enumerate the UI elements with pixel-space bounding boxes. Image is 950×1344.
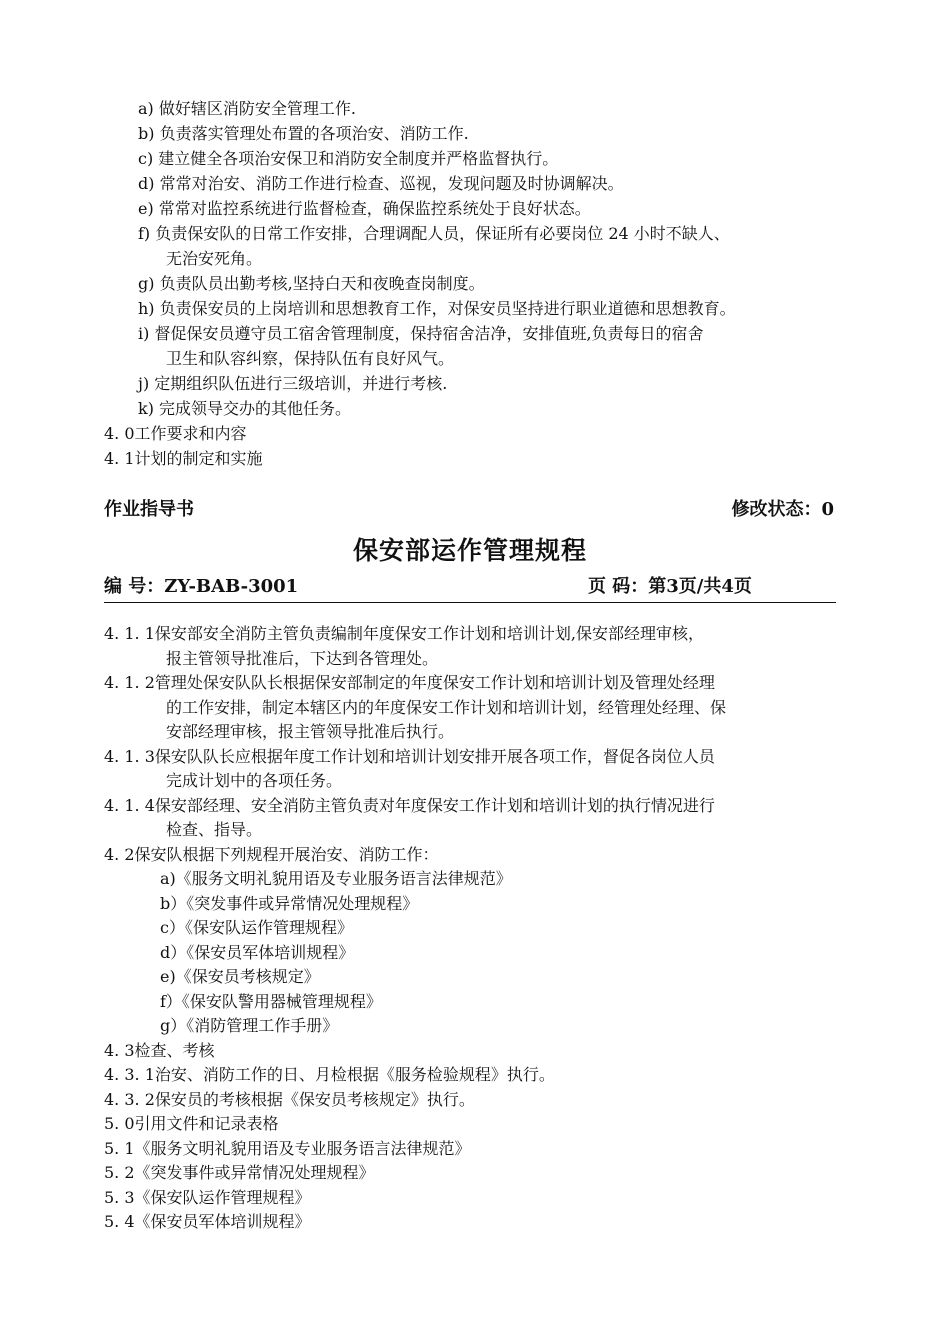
list-item: e) 常常对监控系统进行监督检查，确保监控系统处于良好状态。 (138, 199, 591, 218)
reference-item: 5. 2《突发事件或异常情况处理规程》 (104, 1163, 375, 1182)
reference-item: 5. 3《保安队运作管理规程》 (104, 1187, 311, 1207)
page-header (104, 496, 836, 603)
list-item: h) 负责保安员的上岗培训和思想教育工作，对保安员坚持进行职业道德和思想教育。 (138, 299, 736, 318)
page-number: 页 码：第3页/共4页 (588, 576, 752, 597)
clause-continuation: 检查、指导。 (166, 820, 263, 839)
list-item: d) 常常对治安、消防工作进行检查、巡视，发现问题及时协调解决。 (138, 174, 624, 193)
clause: 4. 1. 4保安部经理、安全消防主管负责对年度保安工作计划和培训计划的执行情况进行 (104, 795, 715, 815)
clause-continuation: 安部经理审核，报主管领导批准后执行。 (166, 722, 455, 741)
regulation-item: f）《保安队警用器械管理规程》 (160, 991, 382, 1011)
clause: 4. 3检查、考核 (104, 1040, 215, 1060)
clause: 4. 3. 2保安员的考核根据《保安员考核规定》执行。 (104, 1089, 475, 1109)
list-item: c) 建立健全各项治安保卫和消防安全制度并严格监督执行。 (138, 149, 559, 168)
list-item: f) 负责保安队的日常工作安排，合理调配人员，保证所有必要岗位 24 小时不缺人、 (138, 224, 730, 243)
clause: 4. 1. 3保安队队长应根据年度工作计划和培训计划安排开展各项工作，督促各岗位人员 (104, 746, 715, 766)
clause-continuation: 的工作安排，制定本辖区内的年度保安工作计划和培训计划，经管理处经理、保 (166, 697, 727, 717)
clause: 4. 2保安队根据下列规程开展治安、消防工作： (104, 844, 439, 864)
clause: 4. 3. 1治安、消防工作的日、月检根据《服务检验规程》执行。 (104, 1065, 555, 1084)
regulation-item: d）《保安员军体培训规程》 (160, 942, 355, 962)
regulation-item: a)《服务文明礼貌用语及专业服务语言法律规范》 (160, 869, 512, 888)
doc-type-label: 作业指导书 (104, 499, 194, 520)
clause-continuation: 完成计划中的各项任务。 (166, 771, 343, 790)
regulation-item: e)《保安员考核规定》 (160, 967, 320, 986)
doc-meta-row (104, 572, 836, 603)
doc-number: 编 号：ZY-BAB-3001 (104, 576, 299, 597)
section-heading: 4. 0工作要求和内容 (104, 424, 247, 443)
list-item: j) 定期组织队伍进行三级培训，并进行考核. (138, 374, 448, 393)
section-heading: 4. 1计划的制定和实施 (104, 449, 263, 468)
regulation-item: g）《消防管理工作手册》 (160, 1016, 339, 1035)
list-item-continuation: 无治安死角。 (166, 249, 263, 268)
list-item: k) 完成领导交办的其他任务。 (138, 399, 352, 418)
regulation-item: b）《突发事件或异常情况处理规程》 (160, 893, 419, 913)
regulation-item: c）《保安队运作管理规程》 (160, 918, 353, 937)
list-item: i) 督促保安员遵守员工宿舍管理制度，保持宿舍洁净，安排值班,负责每日的宿舍 (138, 324, 704, 343)
clause: 5. 0引用文件和记录表格 (104, 1114, 279, 1133)
procedure-body (0, 622, 950, 1235)
clause: 4. 1. 1保安部安全消防主管负责编制年度保安工作计划和培训计划,保安部经理审核， (104, 624, 704, 643)
list-item: a) 做好辖区消防安全管理工作. (138, 99, 356, 118)
reference-item: 5. 1《服务文明礼貌用语及专业服务语言法律规范》 (104, 1138, 471, 1158)
header-row (104, 496, 836, 524)
revision-status: 修改状态：0 (731, 499, 834, 520)
duties-list (0, 96, 950, 471)
list-item-continuation: 卫生和队容纠察，保持队伍有良好风气。 (166, 349, 455, 368)
list-item: b) 负责落实管理处布置的各项治安、消防工作. (138, 124, 469, 143)
clause-continuation: 报主管领导批准后，下达到各管理处。 (166, 648, 439, 668)
reference-item: 5. 4《保安员军体培训规程》 (104, 1212, 311, 1231)
page-title: 保安部运作管理规程 (352, 536, 587, 565)
clause: 4. 1. 2管理处保安队队长根据保安部制定的年度保安工作计划和培训计划及管理处经理 (104, 673, 715, 692)
list-item: g) 负责队员出勤考核,坚持白天和夜晚查岗制度。 (138, 274, 485, 293)
